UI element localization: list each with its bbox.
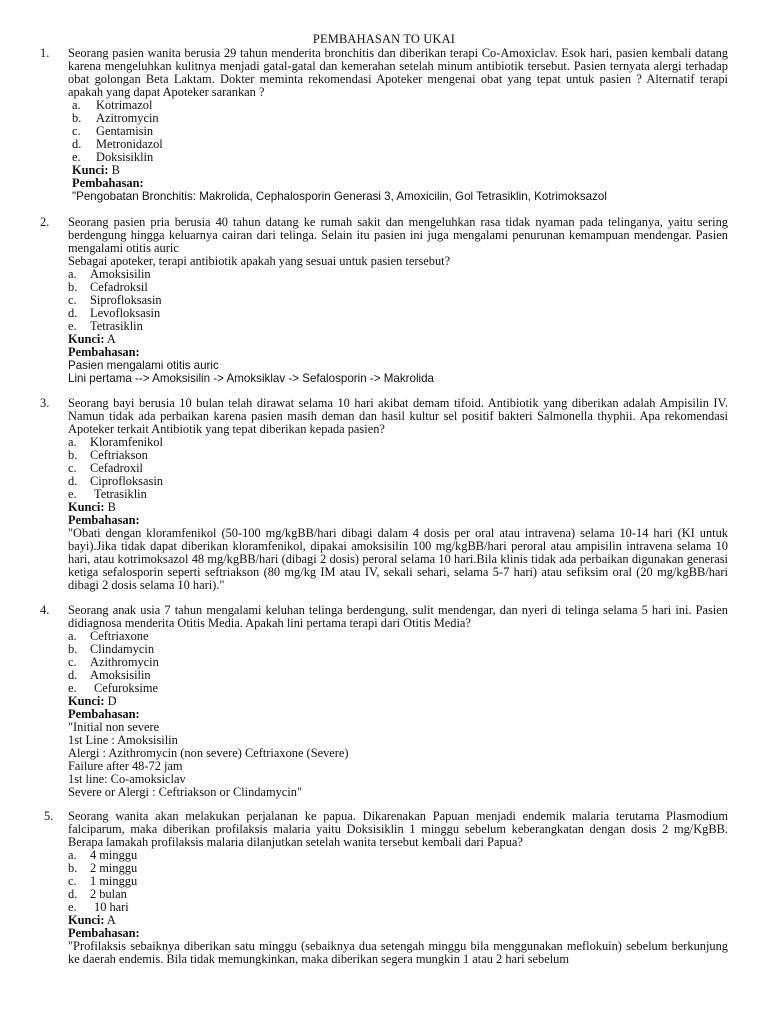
option-e: e. Cefuroksime xyxy=(68,681,159,695)
kunci-value: D xyxy=(107,694,117,708)
question-1 xyxy=(0,47,768,203)
question-number: 2. xyxy=(40,215,50,229)
option-a: a. Ceftriaxone xyxy=(68,629,149,643)
question-5 xyxy=(0,810,768,966)
pembahasan-text: "Pengobatan Bronchitis: Makrolida, Cephalosporin Generasi 3, Amoxicilin, Gol Tetrasiklin, Kotrimoksazol xyxy=(72,190,607,203)
question-text: Seorang bayi berusia 10 bulan telah dirawat selama 10 hari akibat demam tifoid. Antibiotik yang diberikan adalah Ampisilin IV. Namun tidak ada perbaikan karena pasien masih deman dan hasil kultur sel positif bakteri Salmonella thyphii. Apa rekomendasi Apoteker terkait Antibiotik yang tepat diberikan kepada pasien? xyxy=(68,396,728,436)
pembahasan-text: "Profilaksis sebaiknya diberikan satu minggu (sebaiknya dua setengah minggu bila menggunakan meflokuin) sebelum berkunjung ke daerah endemis. Bila tidak memungkinkan, maka diberikan segera mungkin 1 atau 2 hari sebelum xyxy=(68,939,728,966)
question-subtext: Sebagai apoteker, terapi antibiotik apakah yang sesuai untuk pasien tersebut? xyxy=(68,254,451,268)
kunci-label: Kunci: xyxy=(68,694,105,708)
pembahasan-label: Pembahasan: xyxy=(72,176,144,190)
question-text: Seorang anak usia 7 tahun mengalami keluhan telinga berdengung, sulit mendengar, dan nyeri di telinga selama 5 hari ini. Pasien didiagnosa menderita Otitis Media. Apakah lini pertama terapi dari Otitis Media? xyxy=(68,603,728,630)
option-d: d. Amoksisilin xyxy=(68,668,151,682)
option-a: a. Amoksisilin xyxy=(68,267,151,281)
question-number: 1. xyxy=(40,46,50,60)
pembahasan-text: "Initial non severe xyxy=(68,720,160,734)
kunci-label: Kunci: xyxy=(68,913,105,927)
question-4 xyxy=(0,604,768,799)
pembahasan-text: "Obati dengan kloramfenikol (50-100 mg/kgBB/hari dibagi dalam 4 dosis per oral atau intravena) selama 10-14 hari (KI untuk bayi).Jika tidak dapat diberikan kloramfenikol, dipakai amoksisilin 100 mg/kgBB/hari peroral atau ampisilin intravena selama 10 hari, atau kotrimoksazol 48 mg/kgBB/hari (dibagi 2 dosis) peroral selama 10 hari.Bila klinis tidak ada perbaikan digunakan generasi ketiga sefalosporin seperti seftriakson (80 mg/kg IM atau IV, sekali sehari, selama 5-7 hari) atau sefiksim oral (20 mg/kgBB/hari dibagi 2 dosis selama 10 hari)." xyxy=(68,526,728,592)
option-b: b. Ceftriakson xyxy=(68,448,148,462)
option-e: e. Tetrasiklin xyxy=(68,319,143,333)
option-c: c. Gentamisin xyxy=(72,124,154,138)
pembahasan-text: 1st Line : Amoksisilin xyxy=(68,733,178,747)
pembahasan-text: 1st line: Co-amoksiclav xyxy=(68,772,186,786)
kunci-label: Kunci: xyxy=(68,332,105,346)
kunci-value: B xyxy=(107,500,116,514)
question-number: 4. xyxy=(40,603,50,617)
option-d: d. 2 bulan xyxy=(68,887,127,901)
pembahasan-text: Pasien mengalami otitis auric xyxy=(68,359,219,372)
option-d: d. Levofloksasin xyxy=(68,306,161,320)
pembahasan-label: Pembahasan: xyxy=(68,707,140,721)
pembahasan-text: Alergi : Azithromycin (non severe) Ceftriaxone (Severe) xyxy=(68,746,349,760)
pembahasan-label: Pembahasan: xyxy=(68,926,140,940)
option-b: b. 2 minggu xyxy=(68,861,138,875)
kunci-value: A xyxy=(106,913,116,927)
question-number: 5. xyxy=(44,809,54,823)
option-a: a. 4 minggu xyxy=(68,848,138,862)
option-b: b. Cefadroksil xyxy=(68,280,148,294)
option-a: a. Kloramfenikol xyxy=(68,435,163,449)
option-d: d. Metronidazol xyxy=(72,137,163,151)
pembahasan-label: Pembahasan: xyxy=(68,513,140,527)
option-c: c. Azithromycin xyxy=(68,655,159,669)
question-2 xyxy=(0,216,768,385)
pembahasan-text: Severe or Alergi : Ceftriakson or Clindamycin" xyxy=(68,785,303,799)
pembahasan-text: Failure after 48-72 jam xyxy=(68,759,183,773)
option-e: e. 10 hari xyxy=(68,900,129,914)
option-c: c. Cefadroxil xyxy=(68,461,143,475)
kunci-label: Kunci: xyxy=(68,500,105,514)
option-a: a. Kotrimazol xyxy=(72,98,153,112)
option-c: c. 1 minggu xyxy=(68,874,138,888)
pembahasan-text: Lini pertama --> Amoksisilin -> Amoksiklav -> Sefalosporin -> Makrolida xyxy=(68,372,434,385)
option-e: e. Tetrasiklin xyxy=(68,487,147,501)
option-d: d. Ciprofloksasin xyxy=(68,474,163,488)
option-b: b. Azitromycin xyxy=(72,111,159,125)
kunci-value: A xyxy=(106,332,116,346)
question-3 xyxy=(0,397,768,592)
pembahasan-label: Pembahasan: xyxy=(68,345,140,359)
question-text: Seorang pasien wanita berusia 29 tahun menderita bronchitis dan diberikan terapi Co-Amoxiclav. Esok hari, pasien kembali datang karena mengeluhkan kulitnya menjadi gatal-gatal dan kemerahan setelah minum antibiotik tersebut. Pasien ternyata alergi terhadap obat golongan Beta Laktam. Dokter meminta rekomendasi Apoteker mengenai obat yang tepat untuk pasien ? Alternatif terapi apakah yang dapat Apoteker sarankan ? xyxy=(68,46,728,99)
kunci-value: B xyxy=(111,163,120,177)
kunci-label: Kunci: xyxy=(72,163,109,177)
option-c: c. Siprofloksasin xyxy=(68,293,162,307)
page-title: PEMBAHASAN TO UKAI xyxy=(312,32,456,46)
question-text: Seorang pasien pria berusia 40 tahun datang ke rumah sakit dan mengeluhkan rasa tidak nyaman pada telinganya, yaitu sering berdengung hingga keluarnya cairan dari telinga. Selain itu pasien ini juga mengalami penurunan kemampuan mendengar. Pasien mengalami otitis auric xyxy=(68,215,728,255)
question-text: Seorang wanita akan melakukan perjalanan ke papua. Dikarenakan Papuan menjadi endemik malaria terutama Plasmodium falciparum, maka diberikan profilaksis malaria yaitu Doksisiklin 1 minggu sebelum keberangkatan dengan dosis 2 mg/KgBB. Berapa lamakah profilaksis malaria dilanjutkan setelah wanita tersebut kembali dari Papua? xyxy=(68,809,728,849)
option-b: b. Clindamycin xyxy=(68,642,155,656)
option-e: e. Doksisiklin xyxy=(72,150,154,164)
question-number: 3. xyxy=(40,396,50,410)
